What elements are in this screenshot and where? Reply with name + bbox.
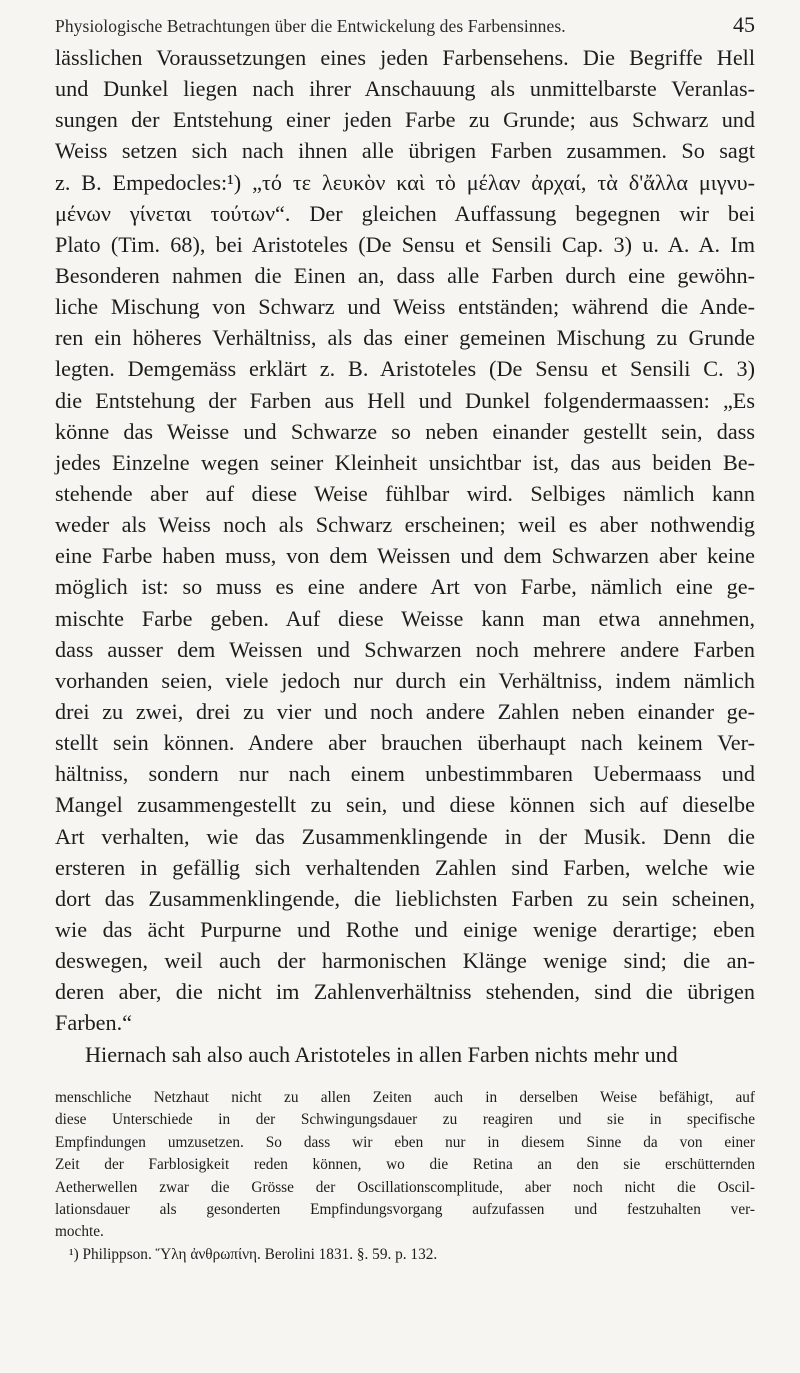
footnote-line: Empfindungen umzusetzen. So dass wir eben nur in diesem Sinne da von einer	[55, 1133, 755, 1151]
text-line: stehende aber auf diese Weise fühlbar wird. Selbiges nämlich kann	[55, 480, 755, 506]
text-line: Weiss setzen sich nach ihnen alle übrigen Farben zusammen. So sagt	[55, 138, 755, 164]
footnote-line: Aetherwellen zwar die Grösse der Oscillationscomplitude, aber noch nicht die Oscil-	[55, 1178, 755, 1196]
text-line: und Dunkel liegen nach ihrer Anschauung als unmittelbarste Veranlas-	[55, 76, 755, 102]
text-line: wie das ächt Purpurne und Rothe und einige wenige derartige; eben	[55, 916, 755, 942]
text-line: legten. Demgemäss erklärt z. B. Aristoteles (De Sensu et Sensili C. 3)	[55, 356, 755, 382]
footnote-line: Zeit der Farblosigkeit reden können, wo die Retina an den sie erschütternden	[55, 1156, 755, 1174]
text-line: weder als Weiss noch als Schwarz erscheinen; weil es aber nothwendig	[55, 512, 755, 538]
text-line: deren aber, die nicht im Zahlenverhältniss stehenden, sind die übrigen	[55, 979, 755, 1005]
text-line: stellt sein können. Andere aber brauchen überhaupt nach keinem Ver-	[55, 730, 755, 756]
text-line: Besonderen nahmen die Einen an, dass alle Farben durch eine gewöhn-	[55, 262, 755, 288]
footnote-line: diese Unterschiede in der Schwingungsdauer zu reagiren und sie in specifische	[55, 1111, 755, 1129]
text-line: möglich ist: so muss es eine andere Art von Farbe, nämlich eine ge-	[55, 574, 755, 600]
footnote-line: mochte.	[55, 1223, 104, 1241]
text-line: Plato (Tim. 68), bei Aristoteles (De Sensu et Sensili Cap. 3) u. A. A. Im	[55, 231, 755, 257]
text-line: mischte Farbe geben. Auf diese Weisse kann man etwa annehmen,	[55, 605, 755, 631]
text-line: eine Farbe haben muss, von dem Weissen und dem Schwarzen aber keine	[55, 543, 755, 569]
text-line: μένων γίνεται τούτων“. Der gleichen Auffassung begegnen wir bei	[55, 200, 755, 226]
footnotes	[55, 1087, 755, 1266]
text-line: sungen der Entstehung einer jeden Farbe zu Grunde; aus Schwarz und	[55, 107, 755, 133]
main-text	[55, 42, 755, 1070]
text-line: Mangel zusammengestellt zu sein, und diese können sich auf dieselbe	[55, 792, 755, 818]
footnote-line: menschliche Netzhaut nicht zu allen Zeiten auch in derselben Weise befähigt, auf	[55, 1089, 755, 1106]
text-line: lässlichen Voraussetzungen eines jeden Farbensehens. Die Begriffe Hell	[55, 45, 755, 70]
text-line: z. B. Empedocles:¹) „τό τε λευκὸν καὶ τὸ μέλαν ἀρχαί, τὰ δ'ἄλλα μιγνυ-	[55, 169, 755, 195]
text-line: ersteren in gefällig sich verhaltenden Zahlen sind Farben, welche wie	[55, 854, 755, 880]
text-line: drei zu zwei, drei zu vier und noch andere Zahlen neben einander ge-	[55, 698, 755, 724]
text-line: könne das Weisse und Schwarze so neben einander gestellt sein, dass	[55, 418, 755, 444]
running-header	[55, 12, 755, 38]
text-line: Farben.“	[55, 1010, 133, 1036]
footnote-line: lationsdauer als gesonderten Empfindungsvorgang aufzufassen und festzuhalten ver-	[55, 1200, 755, 1218]
text-line: die Entstehung der Farben aus Hell und Dunkel folgendermaassen: „Es	[55, 387, 755, 413]
page-number: 45	[733, 12, 755, 37]
paragraph-start-line: Hiernach sah also auch Aristoteles in allen Farben nichts mehr und	[85, 1041, 678, 1067]
footnote-citation: ¹) Philippson. Ὕλη ἀνθρωπίνη. Berolini 1831. §. 59. p. 132.	[69, 1245, 438, 1263]
text-line: deswegen, weil auch der harmonischen Klänge wenige sind; die an-	[55, 948, 755, 974]
running-title: Physiologische Betrachtungen über die Entwickelung des Farbensinnes.	[55, 16, 566, 36]
text-line: jedes Einzelne wegen seiner Kleinheit unsichtbar ist, das aus beiden Be-	[55, 449, 755, 475]
text-line: hältniss, sondern nur nach einem unbestimmbaren Uebermaass und	[55, 761, 755, 787]
text-line: vorhanden seien, viele jedoch nur durch ein Verhältniss, indem nämlich	[55, 667, 755, 693]
text-line: Art verhalten, wie das Zusammenklingende in der Musik. Denn die	[55, 823, 755, 849]
text-line: dort das Zusammenklingende, die lieblichsten Farben zu sein scheinen,	[55, 885, 755, 911]
text-line: liche Mischung von Schwarz und Weiss entständen; während die Ande-	[55, 294, 755, 320]
text-line: dass ausser dem Weissen und Schwarzen noch mehrere andere Farben	[55, 636, 755, 662]
text-line: ren ein höheres Verhältniss, als das einer gemeinen Mischung zu Grunde	[55, 325, 755, 351]
